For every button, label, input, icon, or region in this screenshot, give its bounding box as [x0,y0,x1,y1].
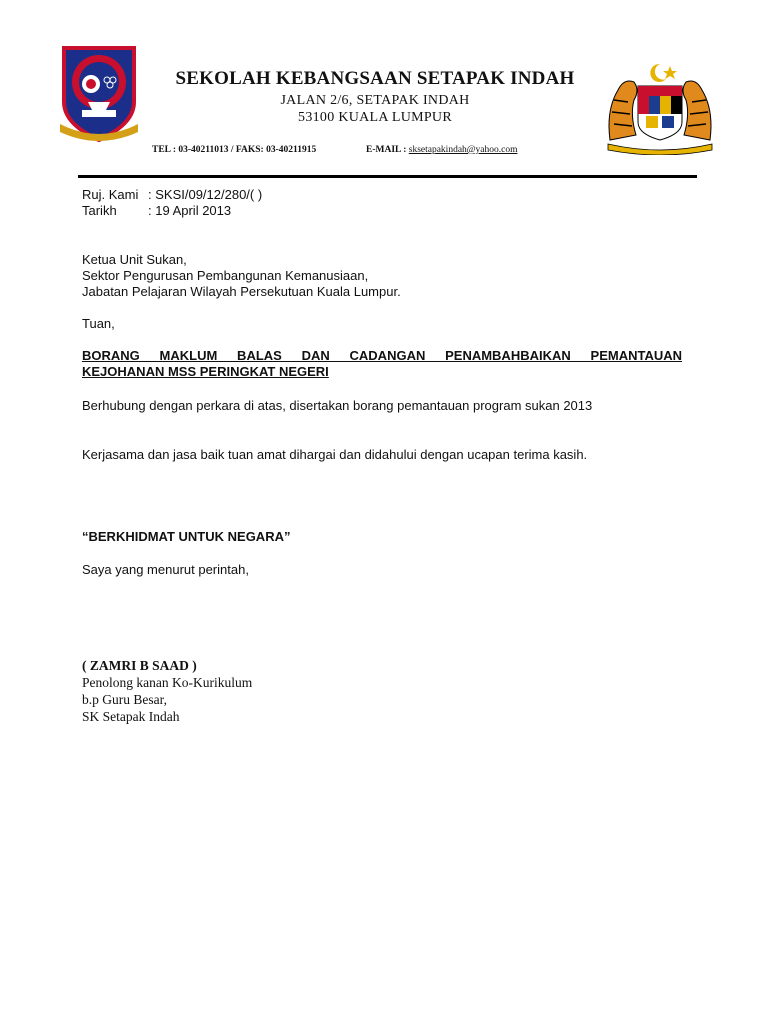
email-contact [366,145,518,155]
school-name: SEKOLAH KEBANGSAAN SETAPAK INDAH [175,68,575,89]
subject-line-2: KEJOHANAN MSS PERINGKAT NEGERI [82,364,329,379]
recipient-line: Sektor Pengurusan Pembangunan Kemanusiaan, [82,268,369,283]
recipient-line: Jabatan Pelajaran Wilayah Persekutuan Kuala Lumpur. [82,284,401,299]
address-line-1: JALAN 2/6, SETAPAK INDAH [280,93,470,108]
email-value: sksetapakindah@yahoo.com [408,145,518,155]
motto: “BERKHIDMAT UNTUK NEGARA” [82,529,291,544]
signatory-school: SK Setapak Indah [82,709,180,724]
date-label: Tarikh [82,203,117,218]
national-coat-of-arms-logo [600,60,720,155]
signatory-name: ( ZAMRI B SAAD ) [82,658,197,673]
closing-line: Saya yang menurut perintah, [82,562,249,577]
reference-label: Ruj. Kami [82,187,139,202]
signatory-on-behalf: b.p Guru Besar, [82,692,167,707]
salutation: Tuan, [82,316,115,331]
header-divider [78,175,697,178]
recipient-line: Ketua Unit Sukan, [82,252,187,267]
body-paragraph: Berhubung dengan perkara di atas, disertakan borang pemantauan program sukan 2013 [82,398,593,413]
body-paragraph: Kerjasama dan jasa baik tuan amat dihargai dan didahului dengan ucapan terima kasih. [82,447,588,462]
reference-number-row [82,187,262,203]
tel-fax: TEL : 03-40211013 / FAKS: 03-40211915 [152,145,317,155]
letter-subject [82,348,682,380]
school-crest-logo [58,44,140,146]
date-value: : 19 April 2013 [148,203,232,218]
subject-line-1: BORANG MAKLUM BALAS DAN CADANGAN PENAMBAHBAIKAN PEMANTAUAN [82,348,682,363]
email-label: E-MAIL : [366,145,409,155]
signatory-title: Penolong kanan Ko-Kurikulum [82,675,253,690]
address-line-2: 53100 KUALA LUMPUR [298,110,452,125]
recipient-address [82,252,401,300]
date-row [82,203,231,219]
reference-value: : SKSI/09/12/280/( ) [148,187,263,202]
